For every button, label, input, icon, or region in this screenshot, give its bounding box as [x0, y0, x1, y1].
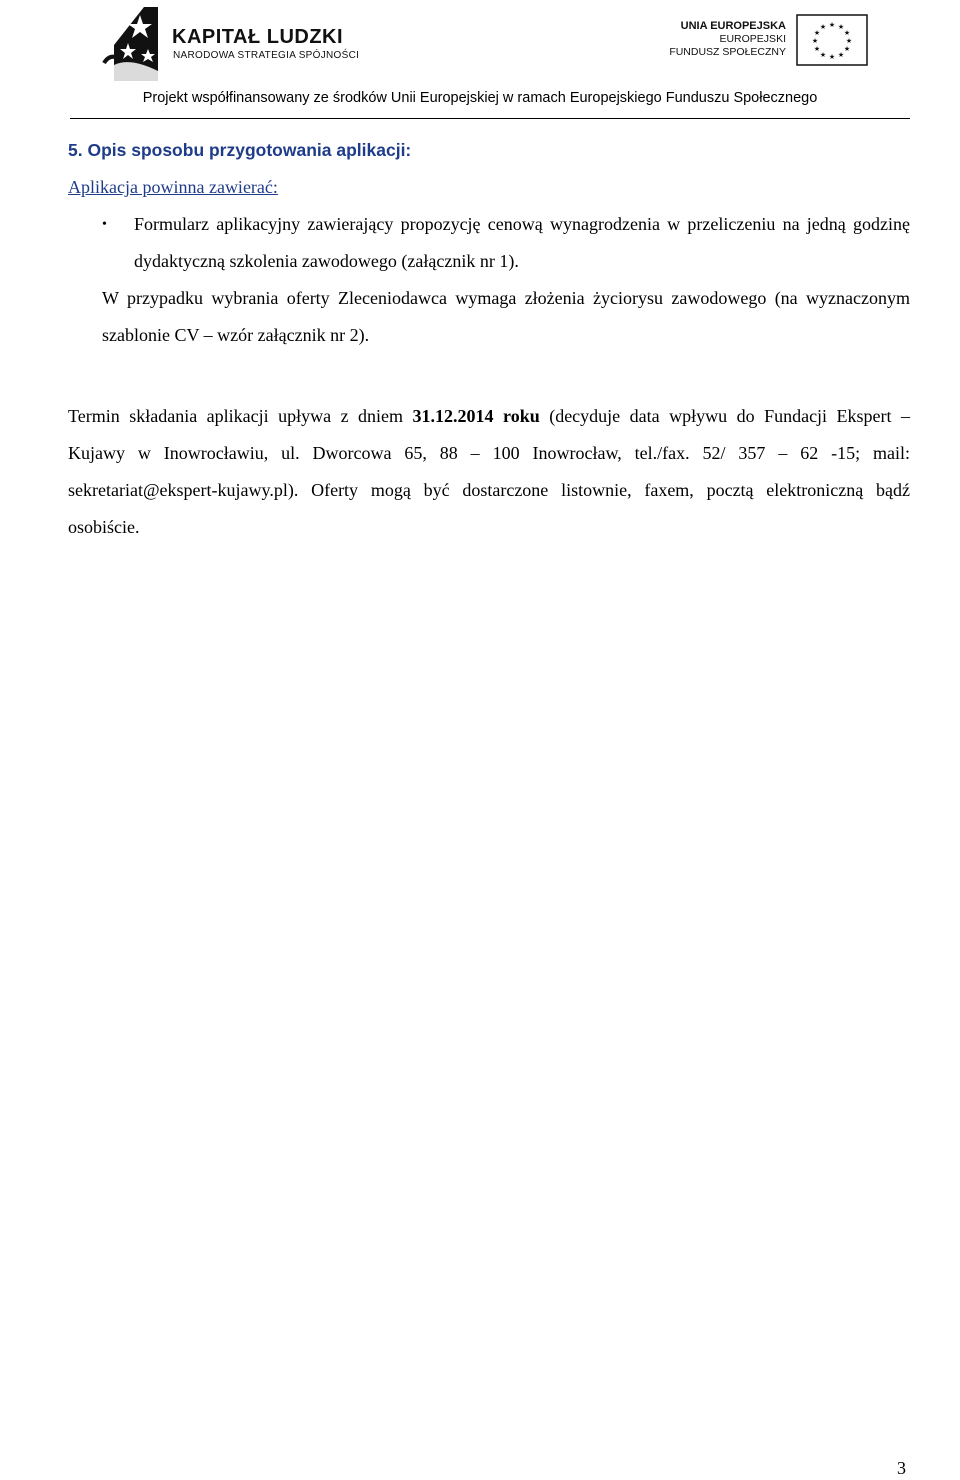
deadline-paragraph: [68, 398, 910, 546]
svg-text:★: ★: [828, 53, 836, 61]
eu-line-2: EUROPEJSKI: [719, 33, 786, 45]
eu-logo-text: [646, 20, 786, 59]
eu-line-1: UNIA EUROPEJSKA: [680, 20, 786, 32]
svg-text:★: ★: [837, 51, 845, 59]
deadline-prefix: Termin składania aplikacji upływa z dniem: [68, 406, 413, 426]
svg-text:★: ★: [845, 37, 853, 45]
deadline-details: (decyduje data wpływu do Fundacji Ekspert – Kujawy w Inowrocławiu, ul. Dworcowa 65, 88 – 100 Inowrocław, tel./fax. 52/ 357 – 62 -15; mail: sekretariat@ekspert-kujawy.pl). Oferty mogą być dostarczone listownie, faxem, pocztą elektroniczną bądź osobiście.: [68, 406, 911, 537]
logo-title: KAPITAŁ LUDZKI: [172, 26, 344, 48]
eu-flag-icon: [796, 14, 868, 66]
svg-text:★: ★: [819, 51, 827, 59]
section-subheading: Aplikacja powinna zawierać:: [68, 177, 278, 197]
svg-text:★: ★: [843, 29, 851, 37]
deadline-date: 31.12.2014 roku: [412, 406, 540, 426]
document-body: [68, 132, 910, 546]
svg-text:★: ★: [813, 29, 821, 37]
cofinancing-banner: Projekt współfinansowany ze środków Unii Europejskiej w ramach Europejskiego Funduszu Społecznego: [142, 90, 818, 106]
bullet-icon: •: [102, 217, 107, 232]
logo-subtitle: NARODOWA STRATEGIA SPÓJNOŚCI: [173, 50, 360, 61]
kapital-ludzki-logo: [100, 5, 170, 85]
svg-text:★: ★: [843, 45, 851, 53]
header-divider: [70, 118, 910, 119]
eu-line-3: FUNDUSZ SPOŁECZNY: [669, 46, 786, 58]
requirements-list: [68, 206, 910, 280]
list-item: [102, 206, 910, 280]
svg-text:★: ★: [811, 37, 819, 45]
svg-text:★: ★: [828, 21, 836, 29]
svg-text:★: ★: [837, 23, 845, 31]
svg-text:★: ★: [819, 23, 827, 31]
cv-note: W przypadku wybrania oferty Zleceniodawca wymaga złożenia życiorysu zawodowego (na wyznaczonym szablonie CV – wzór załącznik nr 2).: [102, 288, 910, 345]
section-heading: 5. Opis sposobu przygotowania aplikacji:: [68, 140, 412, 160]
svg-text:★: ★: [813, 45, 821, 53]
page-header: [0, 0, 960, 120]
page-number: 3: [897, 1458, 906, 1478]
list-item-text: Formularz aplikacyjny zawierający propozycję cenową wynagrodzenia w przeliczeniu na jedną godzinę dydaktyczną szkolenia zawodowego (załącznik nr 1).: [134, 214, 910, 271]
